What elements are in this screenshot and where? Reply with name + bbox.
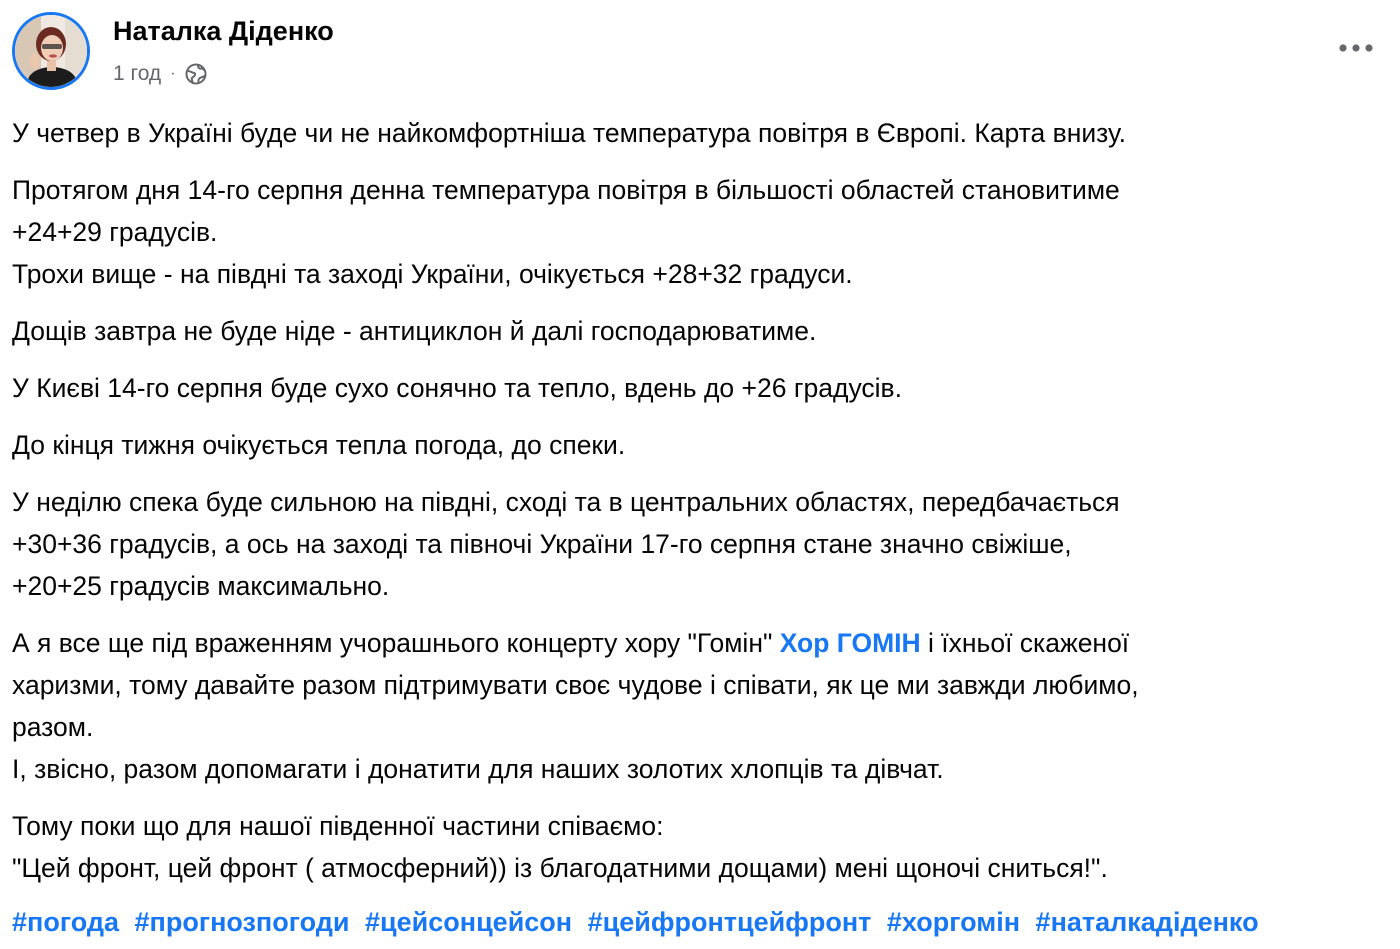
- hashtag-link[interactable]: #наталкадіденко: [1035, 907, 1259, 937]
- post-body: [12, 112, 1382, 904]
- post-paragraph: До кінця тижня очікується тепла погода, до спеки.: [12, 430, 626, 460]
- hashtag-link[interactable]: #хоргомін: [886, 907, 1021, 937]
- hashtag-link[interactable]: #прогнозпогоди: [134, 907, 350, 937]
- hashtag-link[interactable]: #цейсонцейсон: [365, 907, 573, 937]
- more-horizontal-icon: [1338, 43, 1374, 53]
- hashtag-list: [12, 901, 1400, 943]
- post-meta: [113, 60, 208, 88]
- author-avatar[interactable]: [12, 12, 90, 90]
- more-options-button[interactable]: [1336, 30, 1376, 66]
- meta-separator: ·: [170, 65, 176, 82]
- author-name[interactable]: Наталка Діденко: [113, 16, 334, 46]
- post-timestamp[interactable]: 1 год: [113, 62, 162, 85]
- post-header: [0, 0, 1400, 100]
- hashtag-link[interactable]: #погода: [12, 907, 119, 937]
- post-paragraph: У четвер в Україні буде чи не найкомфортніша температура повітря в Європі. Карта внизу.: [12, 118, 1126, 148]
- choir-text-after: і їхньої скаженої харизми, тому давайте разом підтримувати своє чудове і співати, як це ми завжди любимо, разом. І, звісно, разом допомагати і донатити для наших золотих хлопців та дівчат.: [12, 628, 1139, 784]
- choir-text-before: А я все ще під враженням учорашнього концерту хору "Гомін": [12, 628, 780, 658]
- profile-photo-icon: [15, 15, 87, 87]
- post-paragraph: Протягом дня 14-го серпня денна температура повітря в більшості областей становитиме +24+29 градусів. Трохи вище - на півдні та заході України, очікується +28+32 градуси.: [12, 175, 1120, 289]
- post-paragraph: У Києві 14-го серпня буде сухо сонячно та тепло, вдень до +26 градусів.: [12, 373, 902, 403]
- choir-page-link[interactable]: Хор ГОМІН: [779, 628, 921, 658]
- choir-paragraph: [12, 622, 1382, 790]
- post-paragraph: У неділю спека буде сильною на півдні, сході та в центральних областях, передбачається +30+36 градусів, а ось на заході та півночі України 17-го серпня стане значно свіжіше, +20+25 градусів максимально.: [12, 487, 1120, 601]
- hashtag-link[interactable]: #цейфронтцейфронт: [587, 907, 872, 937]
- globe-icon[interactable]: [184, 62, 208, 86]
- closing-paragraph: Тому поки що для нашої південної частини співаємо: "Цей фронт, цей фронт ( атмосферний)) із благодатними дощами) мені щоночі сниться!".: [12, 811, 1108, 883]
- post-paragraph: Дощів завтра не буде ніде - антициклон й далі господарюватиме.: [12, 316, 817, 346]
